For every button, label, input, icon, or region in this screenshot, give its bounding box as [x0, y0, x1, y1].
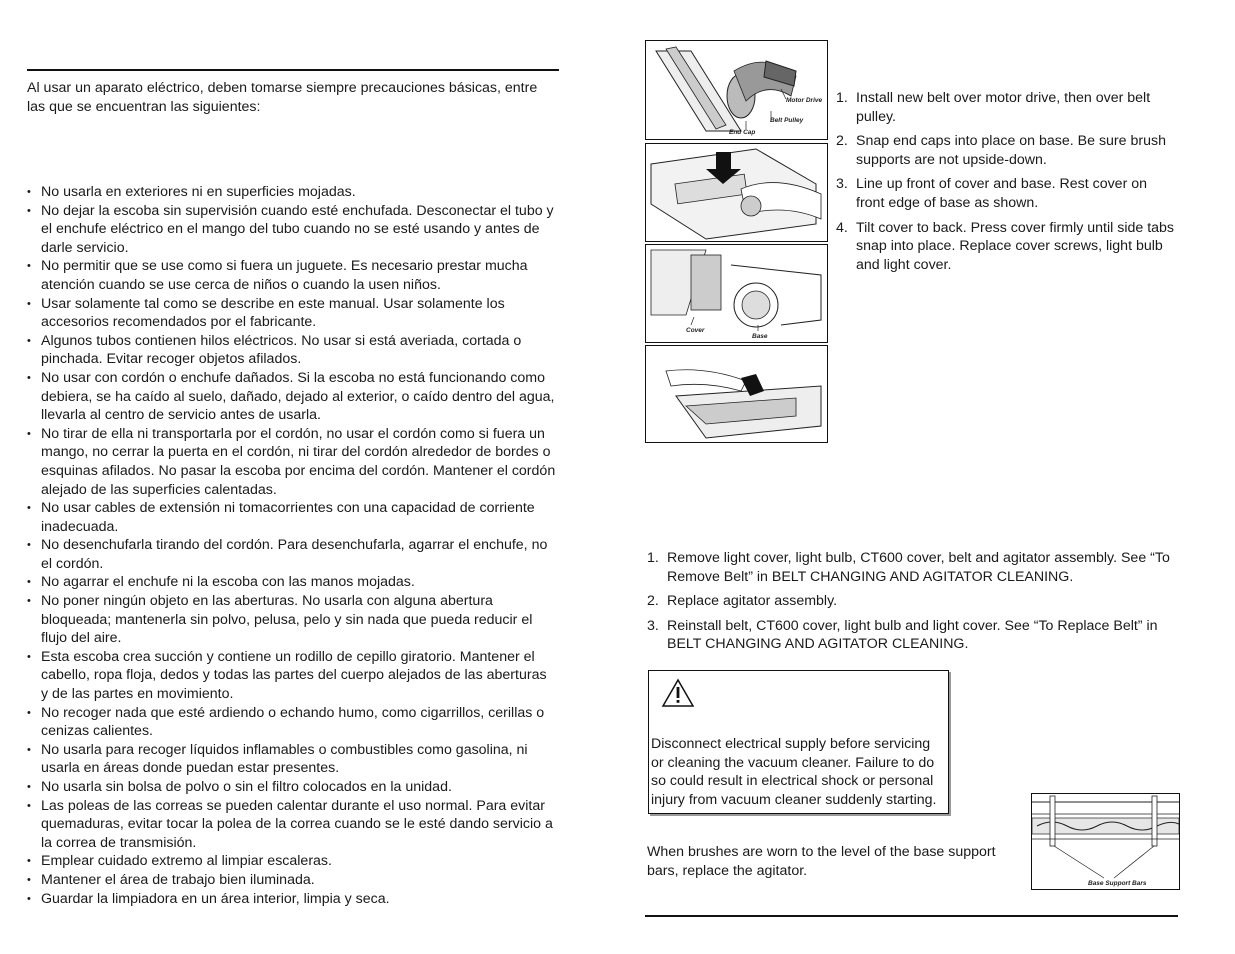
press-cover-illustration: [646, 346, 827, 442]
figure-base-support-bars: [1031, 793, 1180, 890]
base-support-bars-label: Base Support Bars: [1088, 880, 1147, 887]
list-item: • No usarla en exteriores ni en superficies mojadas.: [27, 183, 557, 202]
list-item: • Usar solamente tal como se describe en este manual. Usar solamente los accesorios recomendados por el fabricante.: [27, 295, 557, 332]
agitator-steps-list: [647, 549, 1177, 660]
list-item: • No agarrar el enchufe ni la escoba con las manos mojadas.: [27, 573, 557, 592]
list-item: 4. Tilt cover to back. Press cover firmly until side tabs snap into place. Replace cover screws, light bulb and light cover.: [836, 219, 1175, 273]
list-item: • No dejar la escoba sin supervisión cuando esté enchufada. Desconectar el tubo y el enchufe eléctrico en el mango del tubo cuando no se esté usando y antes de darle servicio.: [27, 202, 557, 258]
list-item: • Mantener el área de trabajo bien iluminada.: [27, 871, 557, 890]
list-item: 3. Line up front of cover and base. Rest cover on front edge of base as shown.: [836, 176, 1148, 211]
list-item: • No tirar de ella ni transportarla por el cordón, no usar el cordón como si fuera un mango, no cerrar la puerta en el cordón, ni tirar del cordón alrededor de bordes o esquinas afilados. No pasar la escoba por encima del cordón. Mantener el cordón alejado de las superficies calentadas.: [27, 425, 557, 499]
list-item: 1. Remove light cover, light bulb, CT600 cover, belt and agitator assembly. See “To Remove Belt” in BELT CHANGING AND AGITATOR CLEANING.: [647, 550, 1170, 585]
list-item: • No permitir que se use como si fuera un juguete. Es necesario prestar mucha atención cuando se use cerca de niños o cuando la usen niños.: [27, 257, 557, 294]
figure-end-caps: [645, 143, 828, 242]
warning-text: Disconnect electrical supply before servicing or cleaning the vacuum cleaner. Failure to do so could result in electrical shock or personal injury from vacuum cleaner suddenly starting.: [651, 736, 937, 808]
brush-wear-note: When brushes are worn to the level of the base support bars, replace the agitator.: [647, 844, 996, 879]
list-item: 2. Replace agitator assembly.: [647, 593, 838, 610]
list-item: • No recoger nada que esté ardiendo o echando humo, como cigarrillos, cerillas o cenizas calientes.: [27, 704, 557, 741]
list-item: • No usar cables de extensión ni tomacorrientes con una capacidad de corriente inadecuada.: [27, 499, 557, 536]
figure-cover-base: [645, 244, 828, 343]
bottom-right-rule: [645, 915, 1178, 917]
cover-label: Cover: [686, 327, 705, 334]
belt-pulley-label: Belt Pulley: [770, 117, 804, 124]
belt-install-illustration: [646, 41, 827, 139]
safety-intro: Al usar un aparato eléctrico, deben tomarse siempre precauciones básicas, entre las que se encuentran las siguientes:: [27, 80, 538, 115]
list-item: • Emplear cuidado extremo al limpiar escaleras.: [27, 852, 557, 871]
cover-base-illustration: [646, 245, 827, 342]
base-label: Base: [752, 333, 768, 340]
top-left-rule: [27, 69, 559, 71]
list-item: • No usar con cordón o enchufe dañados. Si la escoba no está funcionando como debiera, se ha caído al suelo, dañado, dejado al exterior, o caído dentro del agua, llevarla al centro de servicio antes de usarla.: [27, 369, 557, 425]
list-item: • No desenchufarla tirando del cordón. Para desenchufarla, agarrar el enchufe, no el cordón.: [27, 536, 557, 573]
list-item: • Esta escoba crea succión y contiene un rodillo de cepillo giratorio. Mantener el cabello, ropa floja, dedos y todas las partes del cuerpo alejados de las aberturas y de las partes en movimiento.: [27, 648, 557, 704]
list-item: 1. Install new belt over motor drive, then over belt pulley.: [836, 90, 1151, 125]
warning-triangle-icon: [661, 678, 695, 708]
list-item: • No usarla sin bolsa de polvo o sin el filtro colocados en la unidad.: [27, 778, 557, 797]
list-item: • Algunos tubos contienen hilos eléctricos. No usar si está averiada, cortada o pinchada. Evitar recoger objetos afilados.: [27, 332, 557, 369]
list-item: • No usarla para recoger líquidos inflamables o combustibles como gasolina, ni usarla en áreas donde puedan estar presentes.: [27, 741, 557, 778]
base-support-bars-illustration: [1032, 794, 1179, 889]
list-item: • Guardar la limpiadora en un área interior, limpia y seca.: [27, 890, 557, 909]
list-item: 2. Snap end caps into place on base. Be sure brush supports are not upside-down.: [836, 133, 1166, 168]
motor-drive-label: Motor Drive: [786, 97, 823, 104]
list-item: 3. Reinstall belt, CT600 cover, light bulb and light cover. See “To Replace Belt” in BELT CHANGING AND AGITATOR CLEANING.: [647, 617, 1158, 653]
safety-bullet-list: [27, 183, 557, 908]
end-caps-illustration: [646, 144, 827, 241]
figure-press-cover: [645, 345, 828, 443]
end-cap-label: End Cap: [729, 129, 756, 136]
warning-box: [648, 670, 949, 814]
figure-belt-install: [645, 40, 828, 140]
belt-steps-list: [836, 89, 1176, 280]
list-item: • Las poleas de las correas se pueden calentar durante el uso normal. Para evitar quemaduras, evitar tocar la polea de la correa cuando se le esté dando servicio a la correa de transmisión.: [27, 797, 557, 853]
list-item: • No poner ningún objeto en las aberturas. No usarla con alguna abertura bloqueada; mantenerla sin polvo, pelusa, pelo y sin nada que pueda reducir el flujo del aire.: [27, 592, 557, 648]
